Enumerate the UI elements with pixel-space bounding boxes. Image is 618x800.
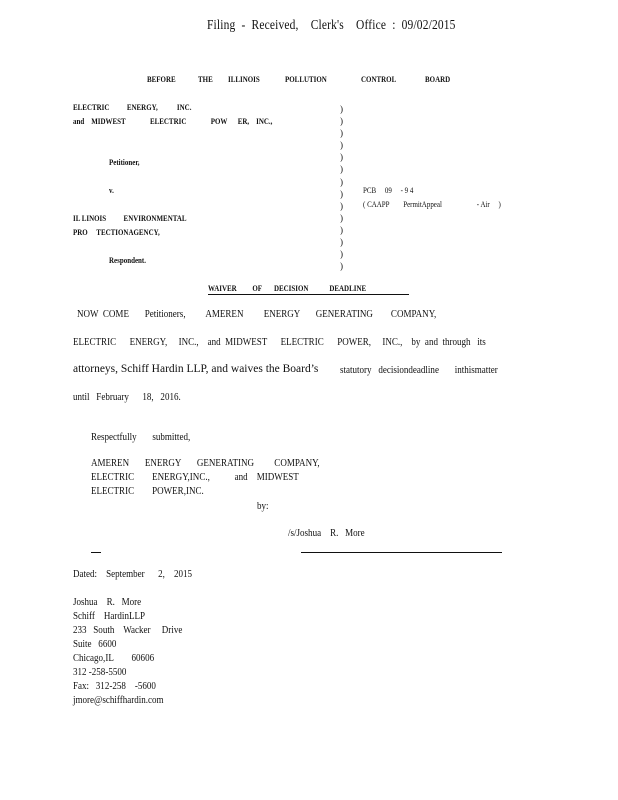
board-title-word: CONTROL: [361, 74, 397, 84]
caption-paren: ): [340, 249, 343, 260]
caption-paren: ): [340, 200, 343, 211]
caption-paren-column: [340, 103, 348, 272]
signatory-entity-line1: AMEREN ENERGY GENERATING COMPANY,: [91, 457, 320, 469]
body-line-1: NOW COME Petitioners, AMEREN ENERGY GENERATING COMPANY,: [77, 308, 437, 320]
signature-rule: [301, 552, 502, 553]
board-title-word: BEFORE: [147, 74, 176, 84]
board-title-word: POLLUTION: [285, 74, 327, 84]
contact-line: Joshua R. More: [73, 596, 142, 608]
signatory-entity-line2: ELECTRIC ENERGY,INC., and MIDWEST: [91, 471, 299, 483]
board-title-word: THE: [198, 74, 213, 84]
caption-paren: ): [340, 212, 343, 223]
contact-line: Schiff HardinLLP: [73, 610, 145, 622]
body-line-2: ELECTRIC ENERGY, INC., and MIDWEST ELECTRIC POWER, INC., by and through its: [73, 336, 486, 348]
caption-paren: ): [340, 128, 343, 139]
versus-label: v.: [109, 185, 114, 195]
respondent-name-line1: IL LINOIS ENVIRONMENTAL: [73, 213, 187, 223]
dated-line: Dated: September 2, 2015: [73, 568, 193, 580]
caption-paren: ): [340, 224, 343, 235]
signature-rule-short: [91, 552, 101, 553]
respectfully-submitted: Respectfully submitted,: [91, 431, 191, 443]
body-line-3a: attorneys, Schiff Hardin LLP, and waives the Board’s: [73, 363, 319, 375]
contact-line: Fax: 312-258 -5600: [73, 680, 156, 692]
petitioner-role: Petitioner,: [109, 157, 140, 167]
case-number: PCB 09 - 9 4: [363, 185, 414, 195]
board-title-word: ILLINOIS: [228, 74, 260, 84]
caption-paren: ): [340, 188, 343, 199]
signatory-entity-line3: ELECTRIC POWER,INC.: [91, 485, 204, 497]
contact-line: 233 South Wacker Drive: [73, 624, 183, 636]
caption-paren: ): [340, 261, 343, 272]
signature: /s/Joshua R. More: [288, 527, 365, 539]
caption-paren: ): [340, 104, 343, 114]
caption-paren: ): [340, 237, 343, 248]
filing-header: Filing - Received, Clerk's Office : 09/02/2015: [207, 18, 456, 33]
caption-paren: ): [340, 176, 343, 187]
board-title-word: BOARD: [425, 74, 451, 84]
by-label: by:: [257, 500, 269, 512]
contact-line: Suite 6600: [73, 638, 117, 650]
body-line-3b: statutory decisiondeadline inthismatter: [340, 364, 498, 376]
document-title: WAIVER OF DECISION DEADLINE: [208, 283, 367, 293]
petitioner-name-line1: ELECTRIC ENERGY, INC.: [73, 102, 192, 112]
caption-paren: ): [340, 140, 343, 151]
respondent-name-line2: PRO TECTIONAGENCY,: [73, 227, 160, 237]
contact-email: jmore@schiffhardin.com: [73, 694, 164, 706]
caption-paren: ): [340, 152, 343, 163]
contact-line: 312 -258-5500: [73, 666, 127, 678]
respondent-role: Respondent.: [109, 255, 146, 265]
contact-line: Chicago,IL 60606: [73, 652, 155, 664]
petitioner-name-line2: and MIDWEST ELECTRIC POW ER, INC.,: [73, 116, 273, 126]
title-underline: [208, 294, 409, 295]
case-type: ( CAAPP PermitAppeal - Air ): [363, 199, 501, 209]
body-line-4: until February 18, 2016.: [73, 391, 181, 403]
caption-paren: ): [340, 116, 343, 127]
caption-paren: ): [340, 164, 343, 175]
